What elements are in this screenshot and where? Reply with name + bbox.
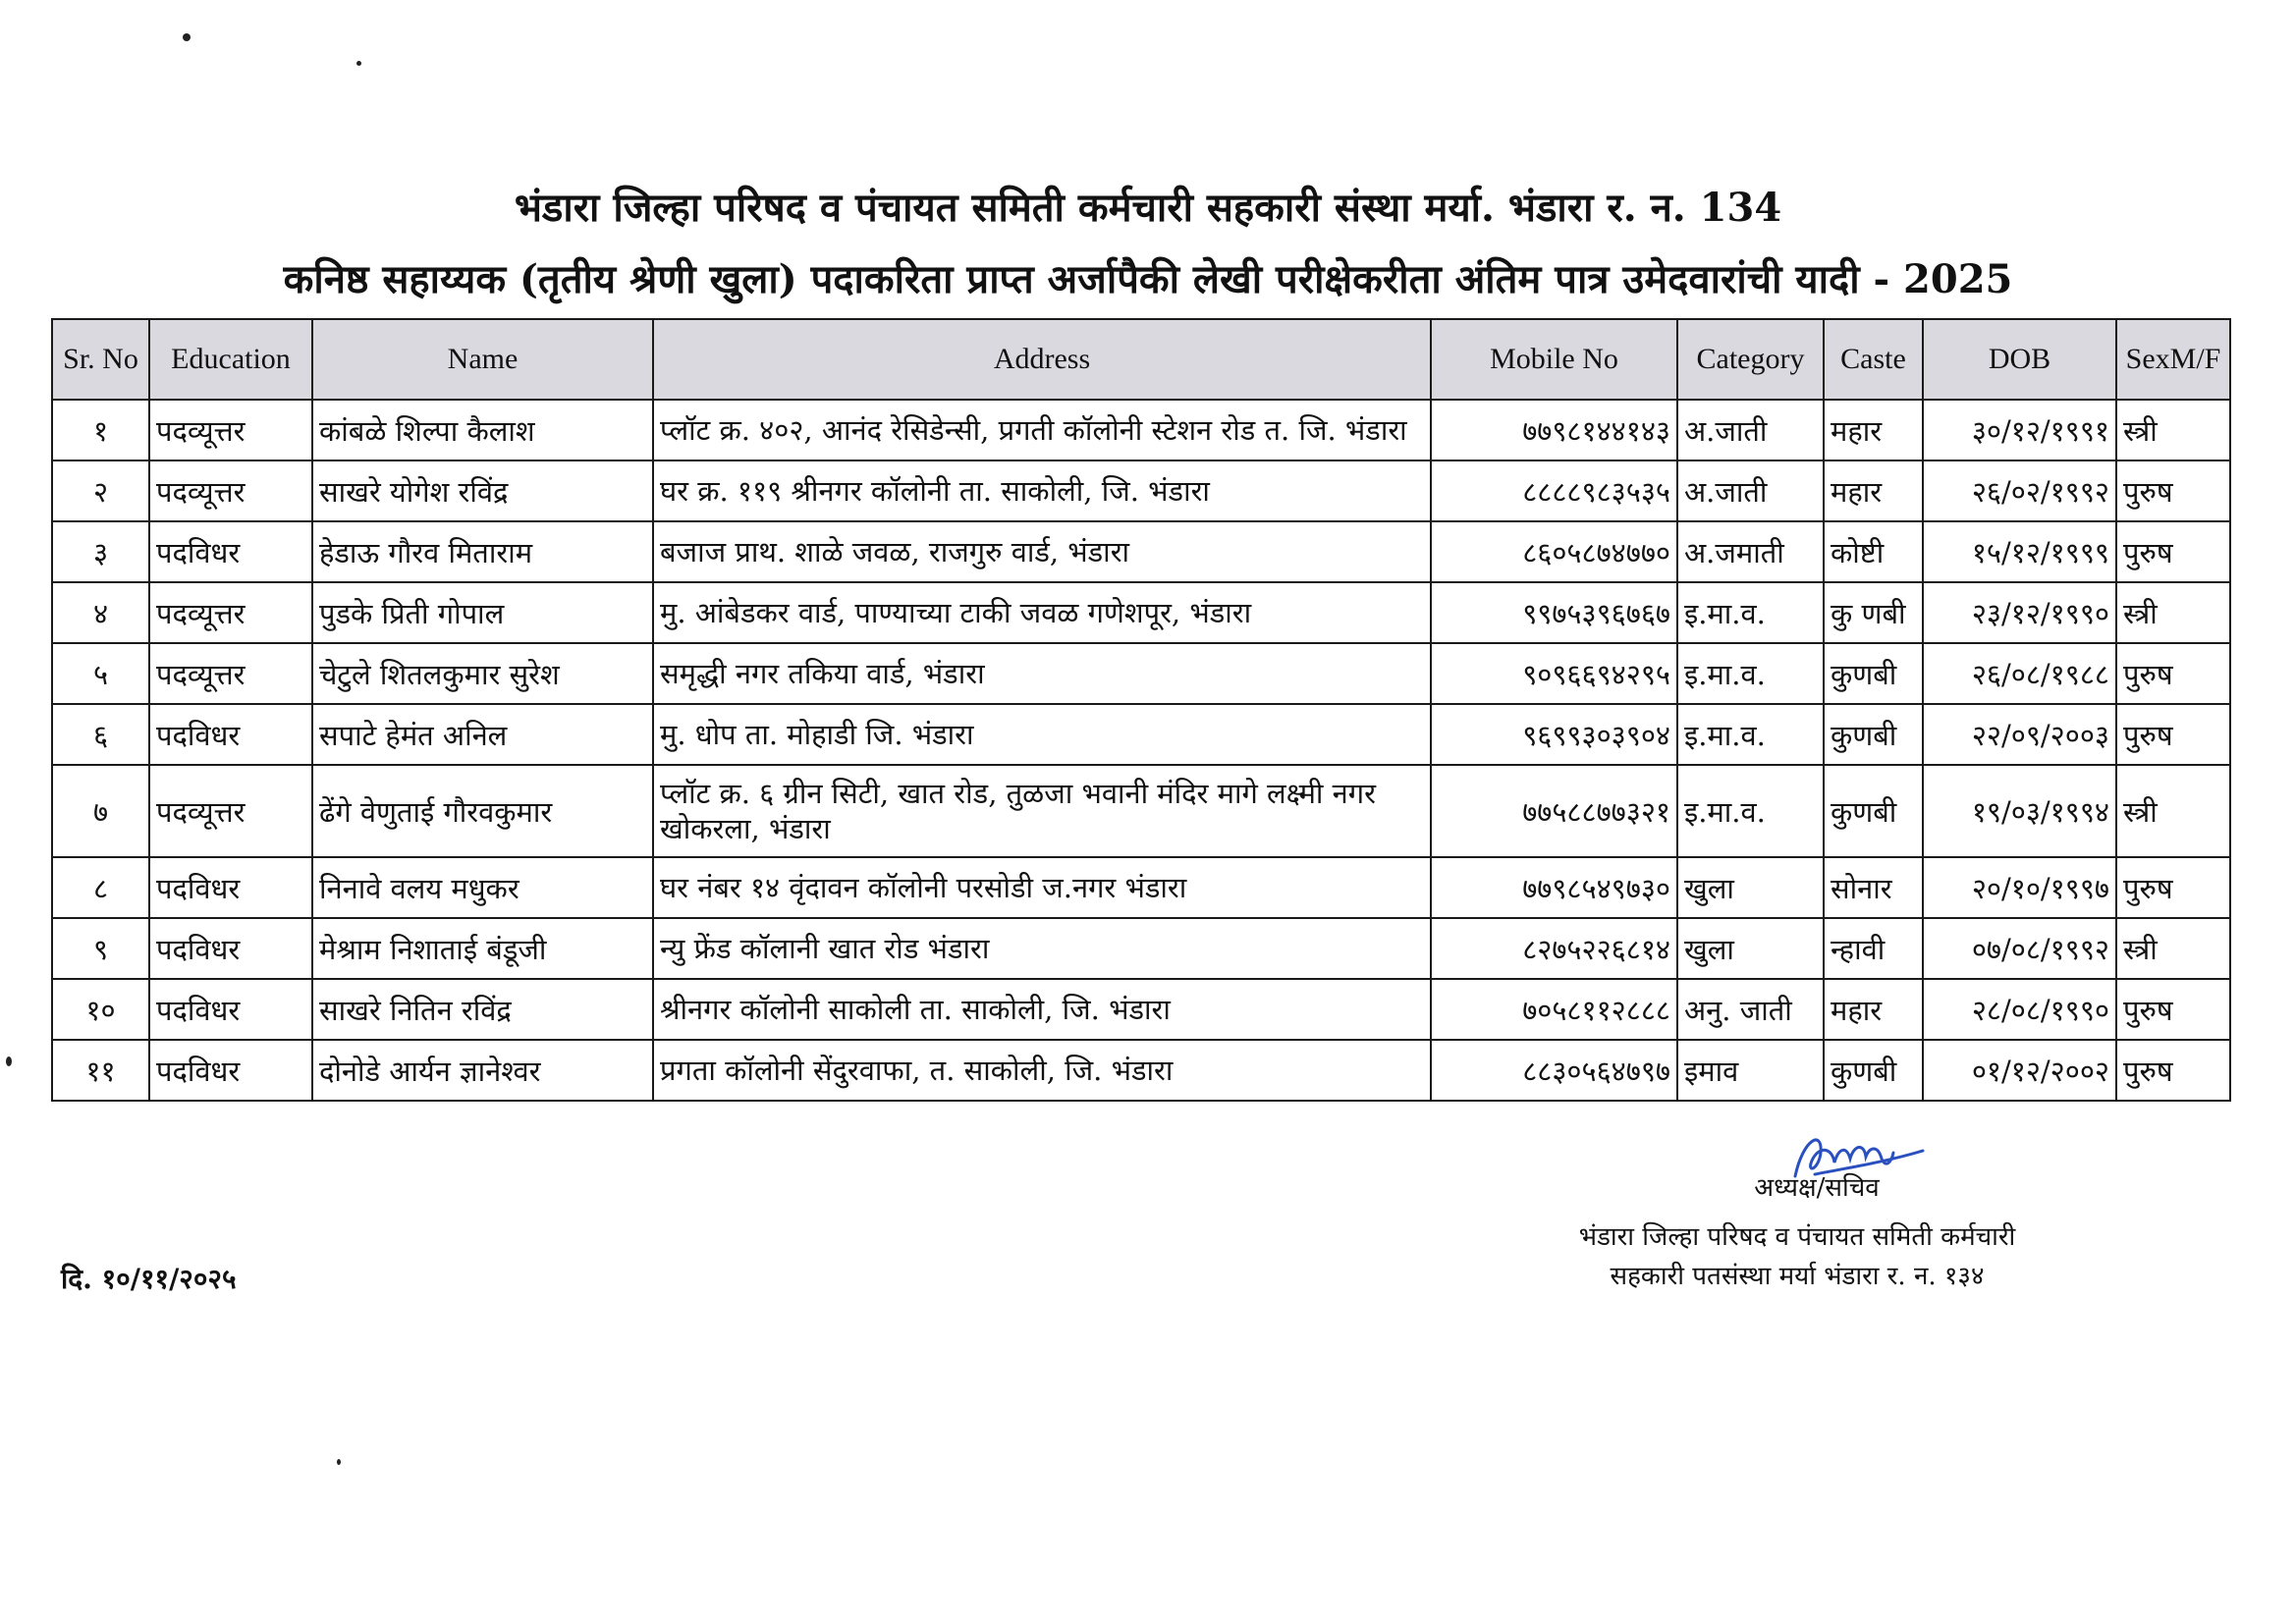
cell-sr-no: ८ [52, 857, 149, 918]
cell-dob: ३०/१२/१९९१ [1923, 400, 2116, 460]
cell-mobile: ७७९८५४९७३० [1431, 857, 1677, 918]
cell-sr-no: २ [52, 460, 149, 521]
cell-address: घर क्र. ११९ श्रीनगर कॉलोनी ता. साकोली, जि. भंडारा [653, 460, 1431, 521]
cell-sex: पुरुष [2116, 704, 2230, 765]
cell-caste: कुणबी [1824, 643, 1923, 704]
cell-caste: न्हावी [1824, 918, 1923, 979]
cell-caste: महार [1824, 979, 1923, 1040]
cell-category: इ.मा.व. [1677, 704, 1824, 765]
signatory-org-line1: भंडारा जिल्हा परिषद व पंचायत समिती कर्मचारी [1578, 1222, 2016, 1252]
cell-mobile: ७७५८८७७३२१ [1431, 765, 1677, 857]
cell-sex: पुरुष [2116, 979, 2230, 1040]
cell-sex: पुरुष [2116, 521, 2230, 582]
cell-sex: स्त्री [2116, 765, 2230, 857]
cell-mobile: ९०९६६९४२९५ [1431, 643, 1677, 704]
col-header-address: Address [653, 319, 1431, 400]
cell-category: खुला [1677, 857, 1824, 918]
cell-address: प्लॉट क्र. ४०२, आनंद रेसिडेन्सी, प्रगती कॉलोनी स्टेशन रोड त. जि. भंडारा [653, 400, 1431, 460]
cell-mobile: ७०५८११२८८८ [1431, 979, 1677, 1040]
cell-dob: २६/०८/१९८८ [1923, 643, 2116, 704]
cell-name: पुडके प्रिती गोपाल [312, 582, 653, 643]
cell-dob: २६/०२/१९९२ [1923, 460, 2116, 521]
table-row [52, 521, 2230, 582]
table-row [52, 582, 2230, 643]
scan-speck [6, 1056, 12, 1066]
cell-dob: १९/०३/१९९४ [1923, 765, 2116, 857]
signatory-org-line2: सहकारी पतसंस्था मर्या भंडारा र. न. १३४ [1610, 1262, 1985, 1291]
cell-education: पदविधर [149, 918, 312, 979]
cell-education: पदविधर [149, 704, 312, 765]
col-header-name: Name [312, 319, 653, 400]
cell-sr-no: ९ [52, 918, 149, 979]
candidates-table [51, 318, 2231, 1102]
cell-caste: महार [1824, 400, 1923, 460]
cell-category: अ.जाती [1677, 460, 1824, 521]
table-row [52, 979, 2230, 1040]
cell-mobile: ८८८८९८३५३५ [1431, 460, 1677, 521]
cell-address: मु. धोप ता. मोहाडी जि. भंडारा [653, 704, 1431, 765]
cell-sr-no: ६ [52, 704, 149, 765]
col-header-sex: SexM/F [2116, 319, 2230, 400]
cell-name: साखरे योगेश रविंद्र [312, 460, 653, 521]
document-title: भंडारा जिल्हा परिषद व पंचायत समिती कर्मचारी सहकारी संस्था मर्या. भंडारा र. न. 134 [514, 185, 1782, 231]
cell-dob: २३/१२/१९९० [1923, 582, 2116, 643]
cell-sr-no: १० [52, 979, 149, 1040]
cell-mobile: ९६९९३०३९०४ [1431, 704, 1677, 765]
cell-sr-no: ५ [52, 643, 149, 704]
cell-category: इमाव [1677, 1040, 1824, 1101]
cell-dob: ०७/०८/१९९२ [1923, 918, 2116, 979]
cell-caste: कोष्टी [1824, 521, 1923, 582]
cell-dob: २८/०८/१९९० [1923, 979, 2116, 1040]
cell-sr-no: १ [52, 400, 149, 460]
cell-caste: महार [1824, 460, 1923, 521]
cell-education: पदविधर [149, 857, 312, 918]
cell-address: मु. आंबेडकर वार्ड, पाण्याच्या टाकी जवळ गणेशपूर, भंडारा [653, 582, 1431, 643]
table-row [52, 704, 2230, 765]
document-date: दि. १०/११/२०२५ [61, 1263, 237, 1295]
cell-sr-no: ११ [52, 1040, 149, 1101]
cell-category: इ.मा.व. [1677, 582, 1824, 643]
cell-address: घर नंबर १४ वृंदावन कॉलोनी परसोडी ज.नगर भंडारा [653, 857, 1431, 918]
cell-sex: पुरुष [2116, 460, 2230, 521]
col-header-education: Education [149, 319, 312, 400]
scan-speck [183, 33, 191, 41]
table-row [52, 643, 2230, 704]
cell-name: मेश्राम निशाताई बंडूजी [312, 918, 653, 979]
cell-sex: स्त्री [2116, 918, 2230, 979]
cell-education: पदविधर [149, 979, 312, 1040]
cell-address: प्रगता कॉलोनी सेंदुरवाफा, त. साकोली, जि. भंडारा [653, 1040, 1431, 1101]
cell-address: श्रीनगर कॉलोनी साकोली ता. साकोली, जि. भंडारा [653, 979, 1431, 1040]
cell-name: दोनोडे आर्यन ज्ञानेश्वर [312, 1040, 653, 1101]
table-row [52, 857, 2230, 918]
cell-sex: स्त्री [2116, 582, 2230, 643]
table-row [52, 918, 2230, 979]
cell-education: पदव्यूत्तर [149, 643, 312, 704]
table-row [52, 460, 2230, 521]
cell-caste: कुणबी [1824, 765, 1923, 857]
cell-mobile: ७७९८१४४१४३ [1431, 400, 1677, 460]
cell-dob: २०/१०/१९९७ [1923, 857, 2116, 918]
cell-education: पदव्यूत्तर [149, 460, 312, 521]
scan-speck [337, 1459, 341, 1465]
cell-name: साखरे नितिन रविंद्र [312, 979, 653, 1040]
cell-address: समृद्धी नगर तकिया वार्ड, भंडारा [653, 643, 1431, 704]
cell-caste: कुणबी [1824, 704, 1923, 765]
table-body [52, 400, 2230, 1101]
cell-caste: सोनार [1824, 857, 1923, 918]
table-header-row [52, 319, 2230, 400]
col-header-dob: DOB [1923, 319, 2116, 400]
cell-mobile: ९९७५३९६७६७ [1431, 582, 1677, 643]
cell-sex: पुरुष [2116, 857, 2230, 918]
cell-caste: कु णबी [1824, 582, 1923, 643]
signatory-role: अध्यक्ष/सचिव [1754, 1173, 1880, 1203]
cell-category: अ.जाती [1677, 400, 1824, 460]
cell-category: अनु. जाती [1677, 979, 1824, 1040]
cell-address: प्लॉट क्र. ६ ग्रीन सिटी, खात रोड, तुळजा भवानी मंदिर मागे लक्ष्मी नगर खोकरला, भंडारा [653, 765, 1431, 857]
cell-education: पदव्यूत्तर [149, 765, 312, 857]
table-row [52, 1040, 2230, 1101]
cell-education: पदव्यूत्तर [149, 400, 312, 460]
col-header-caste: Caste [1824, 319, 1923, 400]
cell-name: हेडाऊ गौरव मिताराम [312, 521, 653, 582]
document-subtitle: कनिष्ठ सहाय्यक (तृतीय श्रेणी खुला) पदाकरिता प्राप्त अर्जापैकी लेखी परीक्षेकरीता अंतिम पात्र उमेदवारांची यादी - 2025 [283, 256, 2013, 302]
cell-category: खुला [1677, 918, 1824, 979]
cell-address: न्यु फ्रेंड कॉलानी खात रोड भंडारा [653, 918, 1431, 979]
cell-caste: कुणबी [1824, 1040, 1923, 1101]
cell-education: पदविधर [149, 1040, 312, 1101]
col-header-sr-no: Sr. No [52, 319, 149, 400]
cell-sr-no: ४ [52, 582, 149, 643]
cell-name: कांबळे शिल्पा कैलाश [312, 400, 653, 460]
table-row [52, 765, 2230, 857]
scan-speck [356, 61, 361, 66]
cell-mobile: ८२७५२२६८१४ [1431, 918, 1677, 979]
cell-category: इ.मा.व. [1677, 643, 1824, 704]
cell-name: चेटुले शितलकुमार सुरेश [312, 643, 653, 704]
cell-sex: स्त्री [2116, 400, 2230, 460]
cell-dob: १५/१२/१९९९ [1923, 521, 2116, 582]
cell-dob: ०१/१२/२००२ [1923, 1040, 2116, 1101]
cell-dob: २२/०९/२००३ [1923, 704, 2116, 765]
cell-mobile: ८८३०५६४७९७ [1431, 1040, 1677, 1101]
cell-name: निनावे वलय मधुकर [312, 857, 653, 918]
cell-sex: पुरुष [2116, 643, 2230, 704]
col-header-category: Category [1677, 319, 1824, 400]
cell-sr-no: ७ [52, 765, 149, 857]
cell-category: अ.जमाती [1677, 521, 1824, 582]
table-row [52, 400, 2230, 460]
cell-name: ढेंगे वेणुताई गौरवकुमार [312, 765, 653, 857]
cell-name: सपाटे हेमंत अनिल [312, 704, 653, 765]
col-header-mobile-no: Mobile No [1431, 319, 1677, 400]
cell-education: पदविधर [149, 521, 312, 582]
cell-mobile: ८६०५८७४७७० [1431, 521, 1677, 582]
cell-sex: पुरुष [2116, 1040, 2230, 1101]
cell-education: पदव्यूत्तर [149, 582, 312, 643]
cell-sr-no: ३ [52, 521, 149, 582]
cell-category: इ.मा.व. [1677, 765, 1824, 857]
cell-address: बजाज प्राथ. शाळे जवळ, राजगुरु वार्ड, भंडारा [653, 521, 1431, 582]
